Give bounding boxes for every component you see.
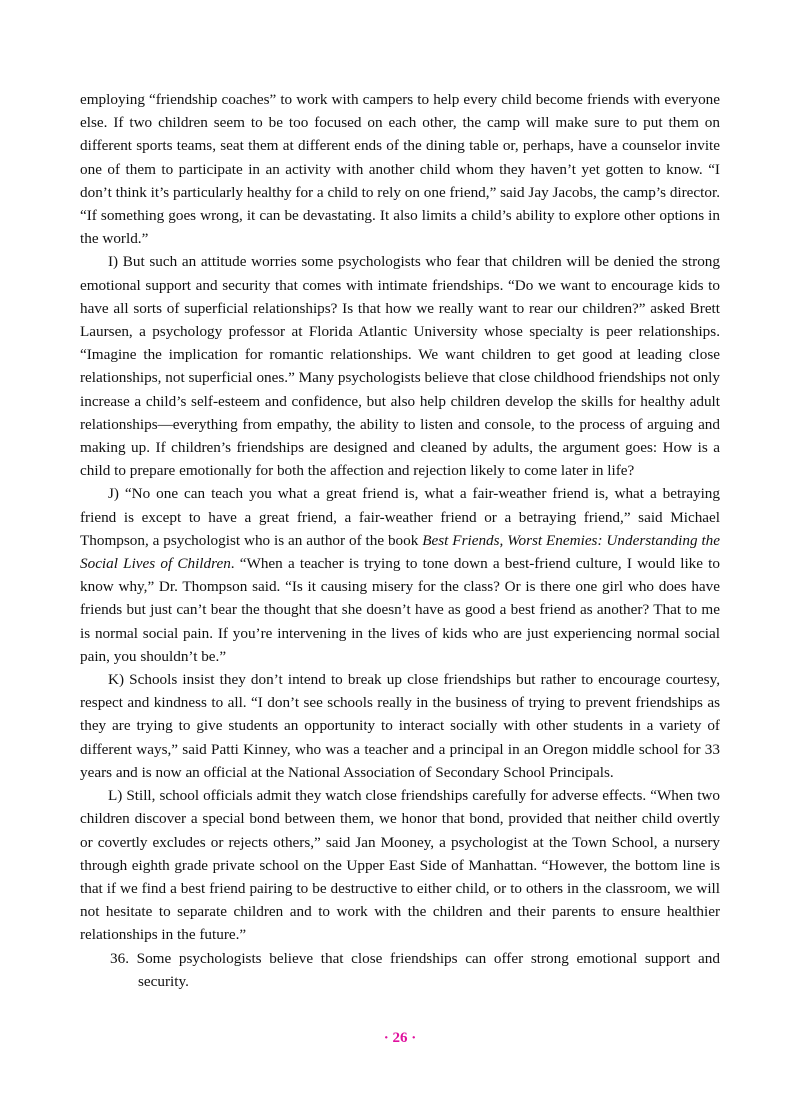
paragraph-l: L) Still, school officials admit they watch close friendships carefully for adverse effects. “When two children discover a special bond between them, we honor that bond, provided that neither child overtly or covertly excludes or rejects others,” said Jan Mooney, a psychologist at the Town School, a nursery through eighth grade private school on the Upper East Side of Manhattan. “However, the bottom line is that if we find a best friend pairing to be destructive to either child, or to others in the classroom, we will not hesitate to separate children and to work with the children and their parents to ensure healthier relationships in the future.” [80, 787, 720, 944]
document-body [80, 88, 720, 993]
paragraph-j [80, 482, 720, 668]
paragraph-j-part1: J) “No one can teach you what a great friend is, what a fair-weather friend is, what a betraying friend is except to have a great friend, a fair-weather friend or a betraying friend,” said Michael Thompson, a psychologist who is an author of the book [80, 485, 720, 549]
paragraph-continued: employing “friendship coaches” to work with campers to help every child become friends with everyone else. If two children seem to be too focused on each other, the camp will make sure to put them on different sports teams, seat them at different ends of the dining table or, perhaps, have a counselor invite one of them to participate in an activity with another child whom they haven’t yet gotten to know. “I don’t think it’s particularly healthy for a child to rely on one friend,” said Jay Jacobs, the camp’s director. “If something goes wrong, it can be devastating. It also limits a child’s ability to explore other options in the world.” [80, 91, 720, 248]
paragraph-k: K) Schools insist they don’t intend to break up close friendships but rather to encourage courtesy, respect and kindness to all. “I don’t see schools really in the business of trying to prevent friendships as they are trying to give students an opportunity to interact socially with other students in a variety of different ways,” said Patti Kinney, who was a teacher and a principal in an Oregon middle school for 33 years and is now an official at the National Association of Secondary School Principals. [80, 671, 720, 781]
paragraph-i: I) But such an attitude worries some psychologists who fear that children will be denied the strong emotional support and security that comes with intimate friendships. “Do we want to encourage kids to have all sorts of superficial relationships? Is that how we really want to rear our children?” asked Brett Laursen, a psychology professor at Florida Atlantic University whose specialty is peer relationships. “Imagine the implication for romantic relationships. We want children to get good at leading close relationships, not superficial ones.” Many psychologists believe that close childhood friendships not only increase a child’s self-esteem and confidence, but also help children develop the skills for healthy adult relationships—everything from empathy, the ability to listen and console, to the process of arguing and making up. If children’s friendships are designed and cleaned by adults, the argument goes: How is a child to prepare emotionally for both the affection and rejection likely to come later in life? [80, 253, 720, 480]
book-title: Best Friends, Worst Enemies: Understanding the Social Lives of Children [80, 531, 720, 573]
paragraph-j-part2: . “When a teacher is trying to tone down a best-friend culture, I would like to know why,” Dr. Thompson said. “Is it causing misery for the class? Or is there one girl who does have friends but just can’t bear the thought that she doesn’t have as good a best friend as another? That to me is normal social pain. If you’re intervening in the lives of kids who are just experiencing normal social pain, you shouldn’t be.” [80, 555, 720, 665]
question-36: 36. Some psychologists believe that close friendships can offer strong emotional support and security. [110, 949, 720, 990]
page-number: · 26 · [383, 1030, 417, 1046]
